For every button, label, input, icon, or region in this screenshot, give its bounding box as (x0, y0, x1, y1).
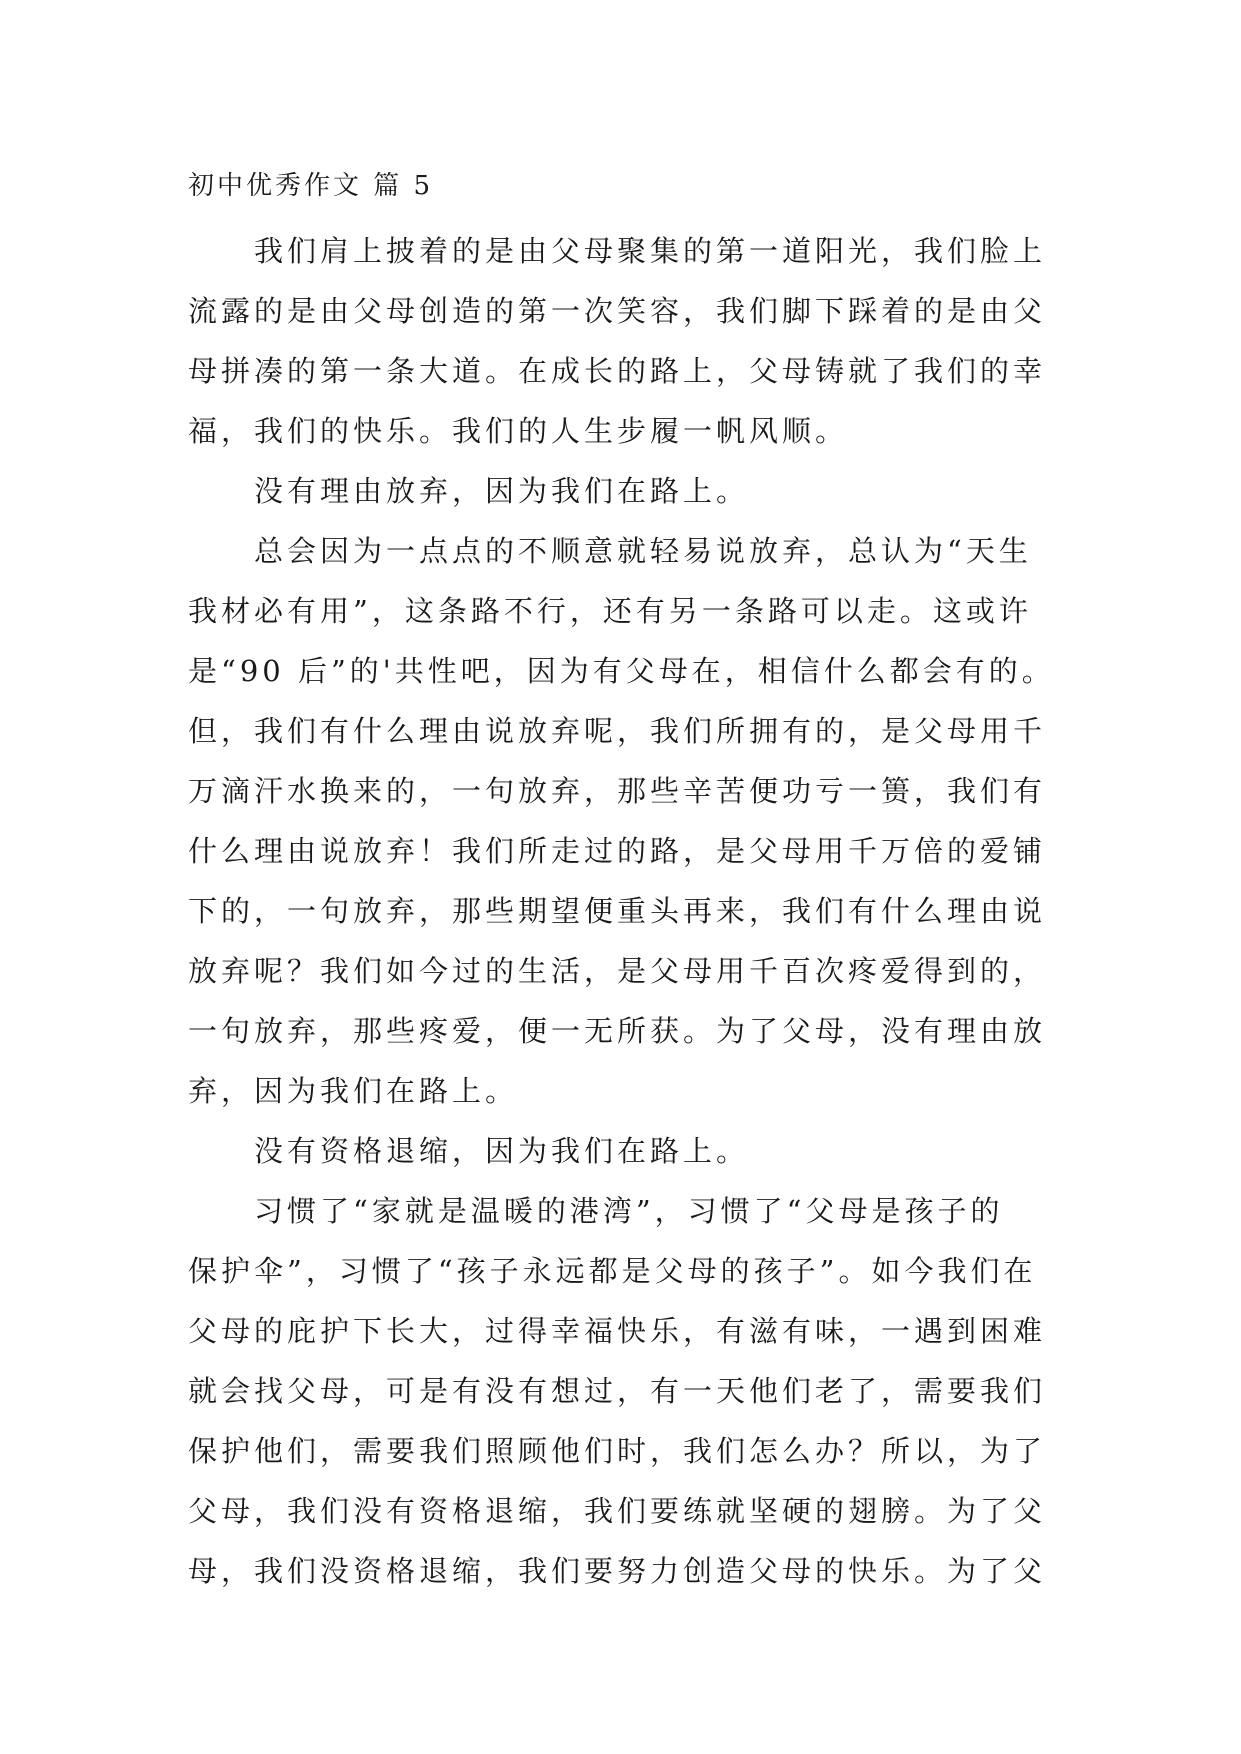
document-title: 初中优秀作文 篇 5 (188, 171, 434, 201)
text-line: 就会找父母，可是有没有想过，有一天他们老了，需要我们 (188, 1374, 1047, 1408)
text-line: 没有资格退缩，因为我们在路上。 (254, 1134, 750, 1168)
text-line: 福，我们的快乐。我们的人生步履一帆风顺。 (188, 414, 849, 448)
text-line: 母拼凑的第一条大道。在成长的路上，父母铸就了我们的幸 (188, 354, 1047, 388)
text-line: 保护他们，需要我们照顾他们时，我们怎么办？所以，为了 (188, 1434, 1047, 1468)
text-line: 弃，因为我们在路上。 (188, 1074, 519, 1108)
text-line: 下的，一句放弃，那些期望便重头再来，我们有什么理由说 (188, 894, 1047, 928)
text-line: 我材必有用”，这条路不行，还有另一条路可以走。这或许 (188, 594, 1032, 628)
text-line: 放弃呢？我们如今过的生活，是父母用千百次疼爱得到的， (188, 954, 1047, 988)
text-line: 一句放弃，那些疼爱，便一无所获。为了父母，没有理由放 (188, 1014, 1047, 1048)
text-line: 我们肩上披着的是由父母聚集的第一道阳光，我们脸上 (254, 234, 1047, 268)
text-line: 父母，我们没有资格退缩，我们要练就坚硬的翅膀。为了父 (188, 1494, 1047, 1528)
text-line: 没有理由放弃，因为我们在路上。 (254, 474, 750, 508)
text-line: 母，我们没资格退缩，我们要努力创造父母的快乐。为了父 (188, 1554, 1047, 1588)
text-line: 总会因为一点点的不顺意就轻易说放弃，总认为“天生 (254, 534, 1032, 568)
text-line: 习惯了“家就是温暖的港湾”，习惯了“父母是孩子的 (254, 1194, 1004, 1228)
text-line: 但，我们有什么理由说放弃呢，我们所拥有的，是父母用千 (188, 714, 1047, 748)
essay-body (188, 221, 1074, 1601)
text-line: 什么理由说放弃！我们所走过的路，是父母用千万倍的爱铺 (188, 834, 1047, 868)
text-line: 是“90 后”的'共性吧，因为有父母在，相信什么都会有的。 (188, 654, 1055, 688)
text-line: 万滴汗水换来的，一句放弃，那些辛苦便功亏一篑，我们有 (188, 774, 1047, 808)
text-line: 流露的是由父母创造的第一次笑容，我们脚下踩着的是由父 (188, 294, 1047, 328)
text-line: 保护伞”，习惯了“孩子永远都是父母的孩子”。如今我们在 (188, 1254, 1037, 1288)
text-line: 父母的庇护下长大，过得幸福快乐，有滋有味，一遇到困难 (188, 1314, 1047, 1348)
